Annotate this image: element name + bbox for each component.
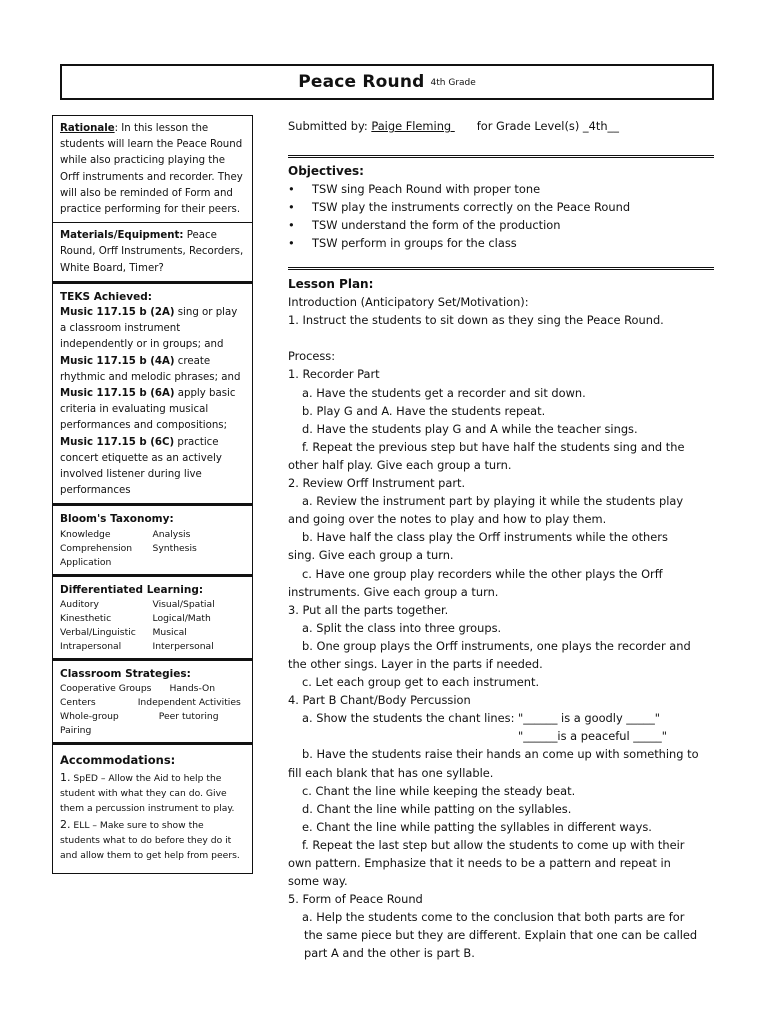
lesson-plan-line: a. Review the instrument part by playing it while the students play	[302, 494, 684, 509]
lesson-plan-lines	[288, 293, 714, 962]
objectives-heading: Objectives:	[288, 164, 364, 178]
teks-code: Music 117.15 b (6C)	[60, 436, 175, 448]
lesson-plan-line: a. Help the students come to the conclusion that both parts are for	[302, 910, 685, 925]
title-grade: 4th Grade	[430, 78, 476, 88]
lesson-plan-line: instruments. Give each group a turn.	[288, 584, 499, 599]
materials-box	[52, 223, 253, 282]
blooms-heading: Bloom's Taxonomy:	[60, 513, 174, 526]
list-item: • TSW sing Peach Round with proper tone	[288, 180, 714, 198]
list-item: Analysis	[152, 528, 191, 540]
accommodation-item	[60, 770, 245, 817]
lesson-plan-line: 4. Part B Chant/Body Percussion	[288, 693, 471, 708]
list-item: Centers	[60, 697, 96, 709]
list-item: Musical	[152, 626, 187, 638]
page-title: Peace Round	[298, 72, 425, 92]
list-item: Auditory	[60, 598, 99, 610]
objectives-section	[288, 162, 714, 252]
lesson-plan-line: c. Have one group play recorders while the other plays the Orff	[302, 566, 663, 581]
differentiated-box	[52, 575, 253, 659]
lesson-plan-line: a. Have the students get a recorder and sit down.	[302, 385, 586, 400]
accommodation-number: 2.	[60, 817, 71, 831]
lesson-plan-line: and going over the notes to play and how to play them.	[288, 512, 607, 527]
lesson-plan-line: "______is a peaceful _____"	[518, 729, 667, 744]
lesson-plan-line: a. Show the students the chant lines: "______ is a goodly _____"	[302, 711, 661, 726]
list-item: Independent Activities	[137, 697, 241, 709]
list-item: Synthesis	[152, 542, 197, 554]
accommodation-text: SpED – Allow the Aid to help the student with what they can do. Give them a percussion instrument to play.	[60, 773, 235, 815]
materials-heading: Materials/Equipment:	[60, 230, 184, 242]
materials-text: Peace Round, Orff Instruments, Recorders, White Board, Timer?	[60, 230, 244, 274]
teks-list	[60, 305, 245, 499]
strategies-list	[60, 682, 245, 738]
accommodation-text: ELL – Make sure to show the students what to do before they do it and allow them to get help from peers.	[60, 819, 240, 862]
grade-level: for Grade Level(s) _4th__	[476, 119, 619, 133]
rationale-text: : In this lesson the students will learn the Peace Round while also practicing playing the Orff instruments and recorder. They will also be reminded of Form and practice performing for their peers.	[60, 123, 243, 216]
list-item: Comprehension	[60, 542, 133, 554]
lesson-plan-line: d. Chant the line while patting on the syllables.	[302, 801, 572, 816]
lesson-plan-line: f. Repeat the previous step but have half the students sing and the	[302, 439, 685, 454]
list-item: Kinesthetic	[60, 612, 112, 624]
teks-text: apply basic criteria in evaluating musical performances and compositions;	[60, 388, 236, 432]
list-item: Verbal/Linguistic	[60, 626, 136, 638]
teks-code: Music 117.15 b (2A)	[60, 307, 175, 319]
list-item: Application	[60, 556, 112, 568]
lesson-plan-line: 3. Put all the parts together.	[288, 602, 449, 617]
lesson-plan-line: 1. Instruct the students to sit down as they sing the Peace Round.	[288, 313, 664, 328]
strategies-box	[52, 659, 253, 743]
lesson-plan-line: own pattern. Emphasize that it needs to be a pattern and repeat in	[288, 856, 671, 870]
lesson-plan-line: other half play. Give each group a turn.	[288, 457, 512, 472]
right-column	[288, 117, 714, 135]
list-item: Intrapersonal	[60, 640, 122, 652]
accommodation-item	[60, 817, 245, 864]
teks-heading: TEKS Achieved:	[60, 290, 152, 303]
accommodations-heading: Accommodations:	[60, 753, 176, 768]
teks-box	[52, 282, 253, 505]
lesson-plan-section	[288, 275, 714, 963]
lesson-plan-line: d. Have the students play G and A while the teacher sings.	[302, 421, 638, 436]
differentiated-list	[60, 598, 245, 654]
list-item: • TSW play the instruments correctly on the Peace Round	[288, 198, 714, 216]
accommodation-number: 1.	[60, 771, 71, 785]
lesson-plan-heading: Lesson Plan:	[288, 277, 374, 291]
teks-text: sing or play a classroom instrument independently or in groups; and	[60, 307, 238, 351]
teks-code: Music 117.15 b (4A)	[60, 355, 175, 367]
title-box	[60, 64, 714, 100]
list-item: Peer tutoring	[158, 711, 219, 723]
lesson-plan-line: e. Chant the line while patting the syllables in different ways.	[302, 819, 652, 834]
lesson-plan-line: c. Let each group get to each instrument.	[302, 675, 540, 690]
list-item: Logical/Math	[152, 612, 211, 624]
submitted-label: Submitted by:	[288, 119, 372, 133]
lesson-plan-line: Process:	[288, 349, 336, 364]
list-item: Whole-group	[60, 711, 119, 723]
lesson-plan-line: b. Have the students raise their hands an come up with something to	[302, 747, 699, 762]
lesson-plan-line: fill each blank that has one syllable.	[288, 765, 494, 780]
list-item: • TSW understand the form of the production	[288, 216, 714, 234]
lesson-plan-line: f. Repeat the last step but allow the students to come up with their	[302, 837, 685, 852]
objectives-list	[288, 180, 714, 252]
teks-text: practice concert etiquette as an actively involved listener during live performances	[60, 436, 222, 497]
section-divider	[288, 155, 714, 158]
lesson-plan-line: c. Chant the line while keeping the steady beat.	[302, 783, 576, 798]
lesson-plan-line	[288, 329, 714, 347]
list-item: Hands-On	[169, 683, 216, 695]
lesson-plan-line: b. Play G and A. Have the students repeat.	[302, 403, 546, 418]
lesson-plan-line: 1. Recorder Part	[288, 367, 380, 382]
list-item	[153, 556, 246, 570]
lesson-plan-line: 5. Form of Peace Round	[288, 892, 423, 907]
left-column	[52, 115, 253, 874]
list-item: • TSW perform in groups for the class	[288, 234, 714, 252]
teks-code: Music 117.15 b (6A)	[60, 388, 175, 400]
accommodations-box	[52, 743, 253, 874]
lesson-plan-line: Introduction (Anticipatory Set/Motivation):	[288, 295, 529, 310]
submitted-name: Paige Fleming	[371, 119, 455, 133]
lesson-plan-line: part A and the other is part B.	[304, 946, 475, 961]
list-item: Visual/Spatial	[152, 598, 215, 610]
blooms-list	[60, 528, 245, 570]
submitted-line	[288, 117, 714, 135]
rationale-box	[52, 115, 253, 223]
lesson-plan-line: the other sings. Layer in the parts if needed.	[288, 656, 543, 671]
lesson-plan-line: b. Have half the class play the Orff instruments while the others	[302, 530, 668, 545]
lesson-plan-line: b. One group plays the Orff instruments, one plays the recorder and	[302, 638, 691, 653]
strategies-heading: Classroom Strategies:	[60, 667, 191, 680]
lesson-plan-line: some way.	[288, 874, 348, 889]
list-item: Interpersonal	[152, 640, 214, 652]
lesson-plan-line: the same piece but they are different. Explain that one can be called	[304, 928, 698, 943]
lesson-plan-line: 2. Review Orff Instrument part.	[288, 476, 466, 491]
teks-text: create rhythmic and melodic phrases; and	[60, 355, 241, 383]
section-divider	[288, 267, 714, 270]
list-item: Pairing	[60, 725, 92, 737]
lesson-plan-line: sing. Give each group a turn.	[288, 548, 454, 563]
lesson-plan-line: a. Split the class into three groups.	[302, 620, 502, 635]
list-item: Knowledge	[60, 528, 111, 540]
rationale-heading: Rationale	[60, 123, 115, 134]
list-item: Cooperative Groups	[60, 683, 152, 695]
differentiated-heading: Differentiated Learning:	[60, 583, 204, 596]
blooms-box	[52, 504, 253, 574]
